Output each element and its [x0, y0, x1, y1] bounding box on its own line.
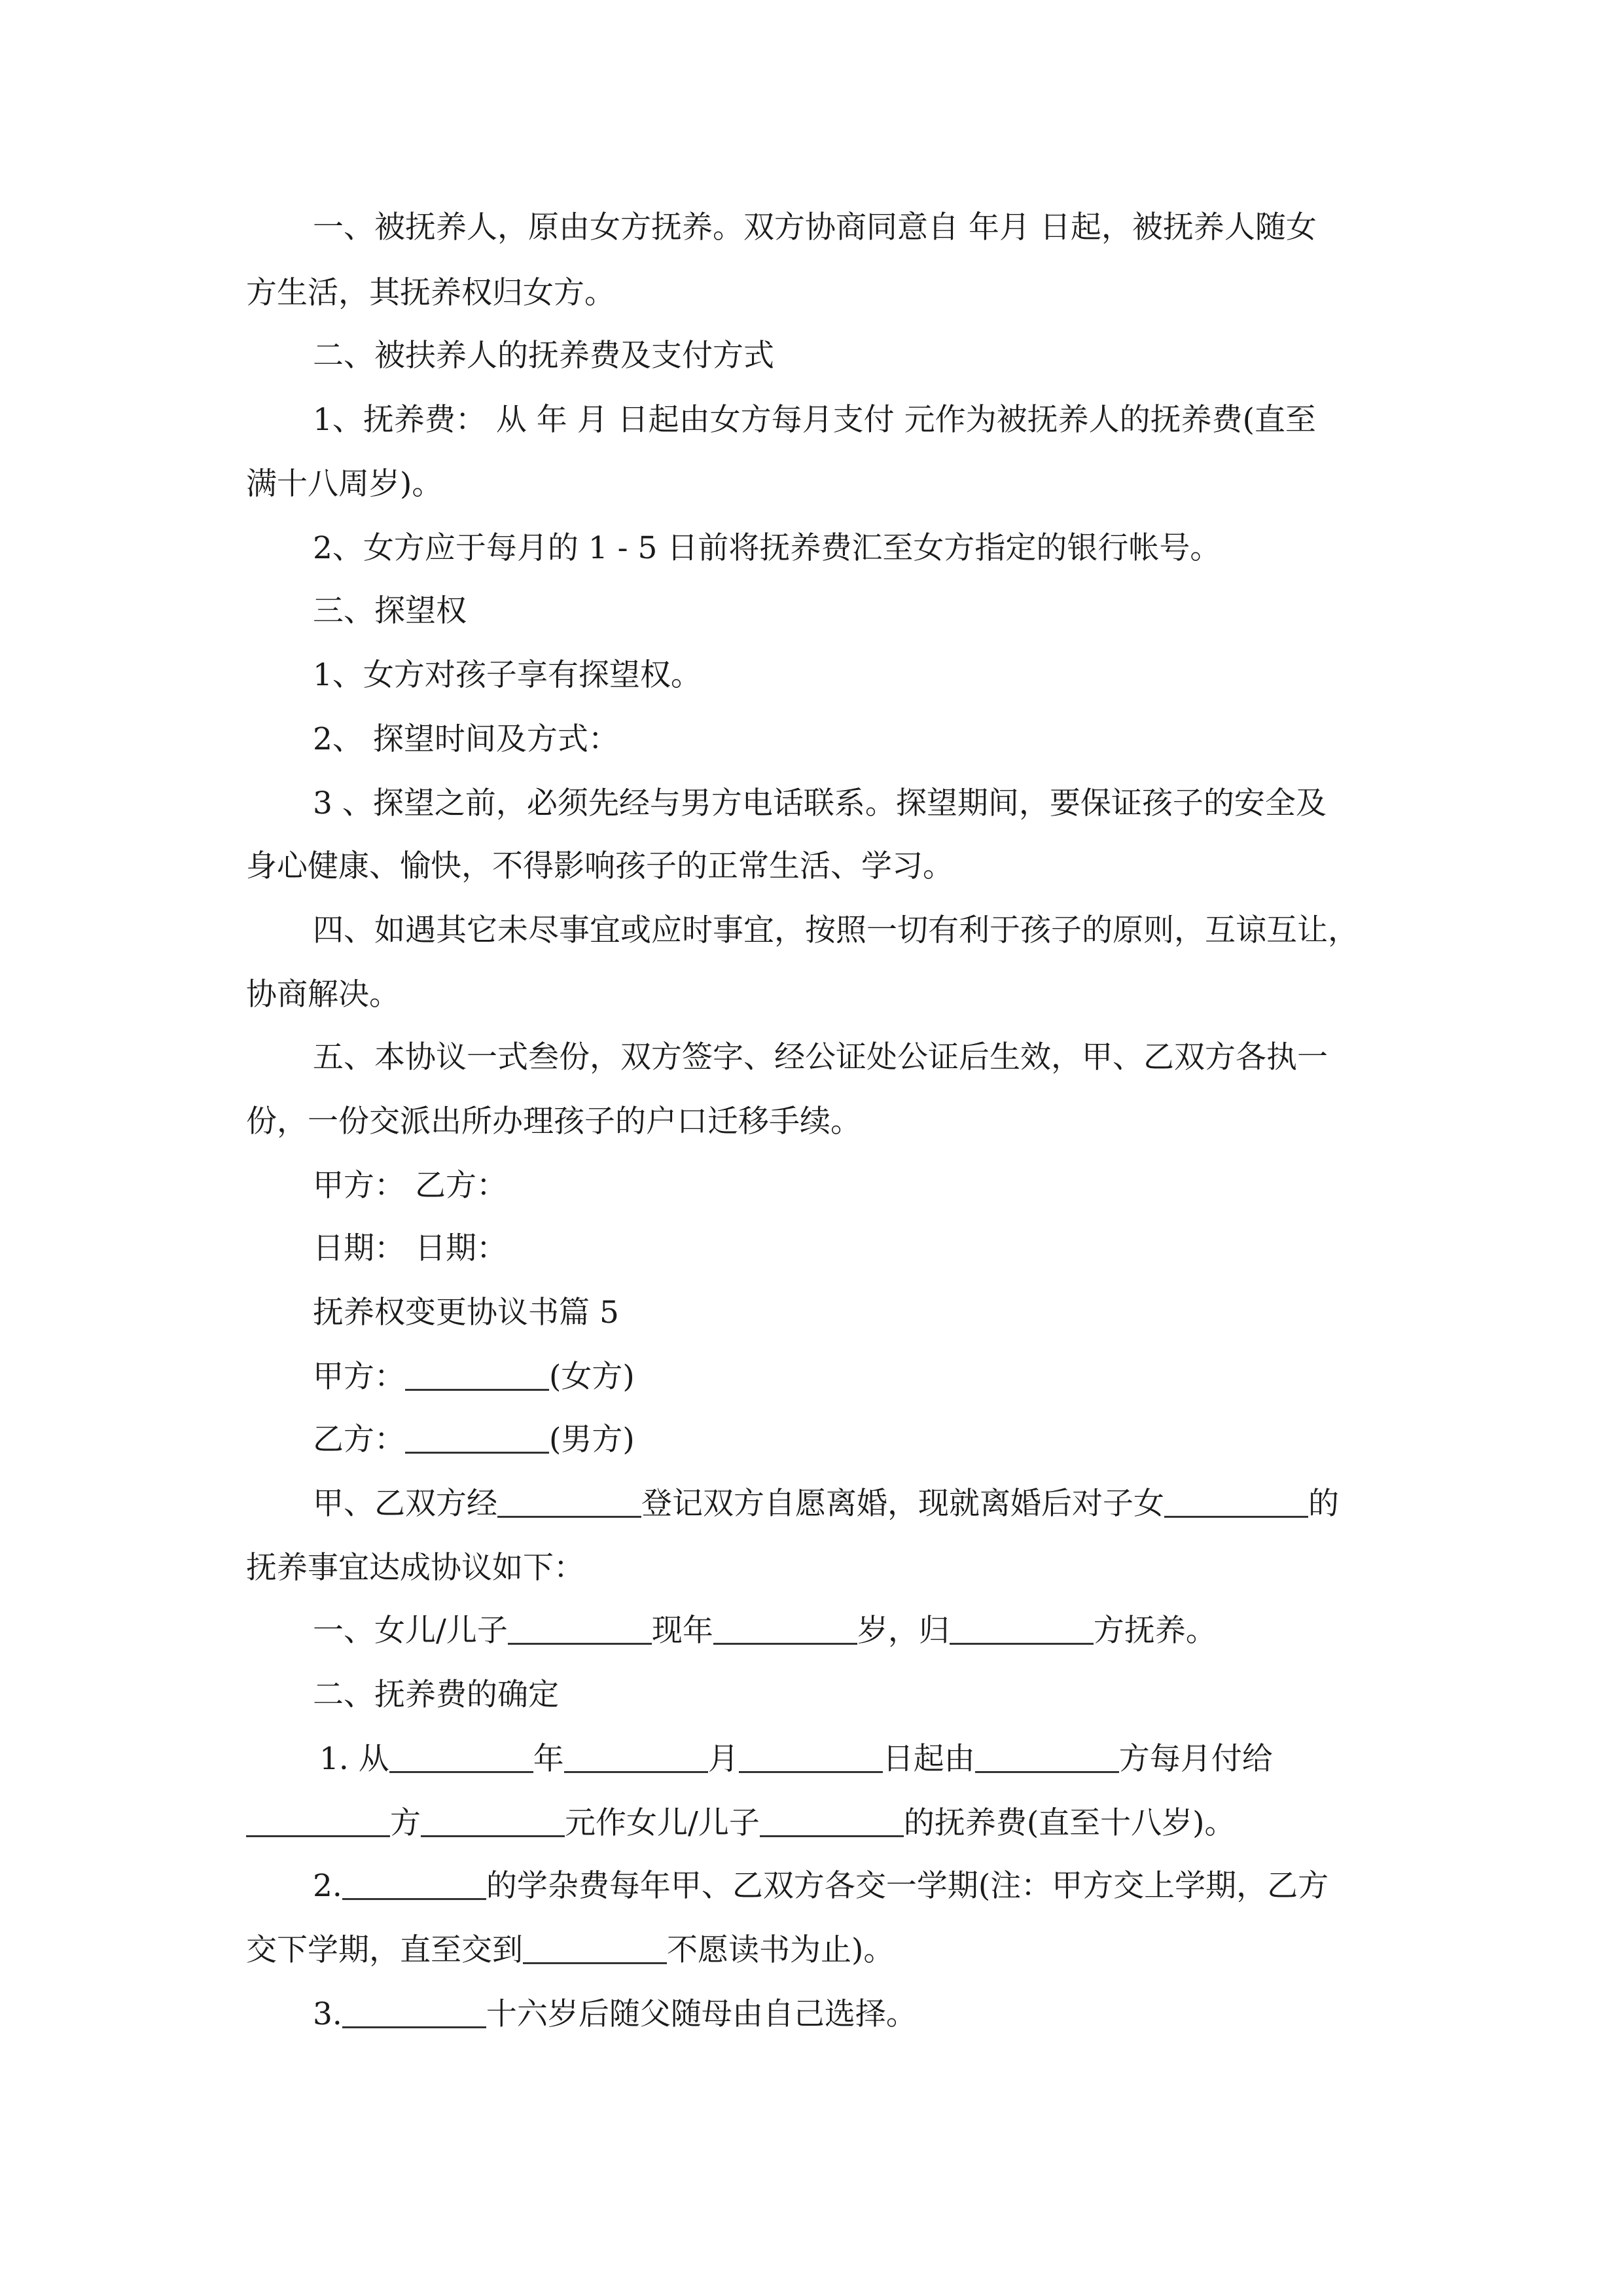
paragraph-line — [313, 1611, 1217, 1651]
text-span: 日起由 — [882, 1741, 975, 1777]
paragraph-line: 份，一份交派出所办理孩子的户口迁移手续。 — [246, 1103, 861, 1139]
paragraph-line: 抚养事宜达成协议如下： — [246, 1550, 584, 1586]
text-span: 的抚养费(直至十八岁)。 — [903, 1805, 1236, 1841]
blank-field — [523, 1936, 667, 1964]
blank-field — [246, 1809, 390, 1837]
text-span: 年 — [533, 1741, 564, 1777]
text-span: 方 — [390, 1805, 421, 1841]
text-span: 月 — [707, 1741, 739, 1777]
blank-field — [975, 1745, 1119, 1773]
blank-field — [342, 2000, 486, 2028]
section-heading: 二、被扶养人的抚养费及支付方式 — [313, 338, 774, 374]
party-b-role: (男方) — [549, 1422, 635, 1458]
text-span: 1. 从 — [319, 1741, 389, 1777]
paragraph-line: 1、女方对孩子享有探望权。 — [313, 657, 702, 693]
paragraph-line: 身心健康、愉快，不得影响孩子的正常生活、学习。 — [246, 848, 954, 884]
text-span: 元作女儿/儿子 — [565, 1805, 760, 1841]
section-heading: 三、探望权 — [313, 593, 467, 629]
date-line: 日期： 日期： — [313, 1230, 507, 1266]
document-title: 抚养权变更协议书篇 5 — [313, 1295, 619, 1331]
blank-field — [421, 1809, 565, 1837]
blank-field — [564, 1745, 708, 1773]
text-span: 甲、乙双方经 — [313, 1486, 497, 1522]
text-span: 不愿读书为止)。 — [667, 1932, 895, 1968]
paragraph-line: 1、抚养费： 从 年 月 日起由女方每月支付 元作为被抚养人的抚养费(直至 — [313, 402, 1316, 438]
blank-field — [389, 1745, 533, 1773]
blank-field — [342, 1872, 486, 1900]
party-a-blank — [405, 1363, 549, 1391]
paragraph-line: 一、被抚养人，原由女方抚养。双方协商同意自 年月 日起，被抚养人随女 — [313, 209, 1317, 245]
text-span: 方抚养。 — [1093, 1613, 1217, 1649]
blank-field — [739, 1745, 883, 1773]
paragraph-line: 2、 探望时间及方式： — [313, 721, 619, 757]
paragraph-line: 五、本协议一式叁份，双方签字、经公证处公证后生效，甲、乙双方各执一 — [313, 1039, 1328, 1075]
paragraph-line: 协商解决。 — [246, 977, 400, 1013]
signature-line: 甲方： 乙方： — [313, 1168, 507, 1204]
blank-field — [1164, 1490, 1308, 1518]
section-heading: 二、抚养费的确定 — [313, 1677, 559, 1713]
blank-field — [713, 1617, 857, 1645]
paragraph-line: 3 、探望之前，必须先经与男方电话联系。探望期间，要保证孩子的安全及 — [313, 785, 1327, 821]
paragraph-line — [313, 1995, 917, 2034]
text-span: 交下学期，直至交到 — [246, 1932, 523, 1968]
blank-field — [497, 1490, 641, 1518]
text-span: 的 — [1308, 1486, 1339, 1522]
text-span: 2. — [313, 1868, 342, 1904]
text-span: 现年 — [651, 1613, 713, 1649]
paragraph-line: 方生活，其抚养权归女方。 — [246, 275, 615, 311]
paragraph-line — [313, 1484, 1339, 1524]
paragraph-line: 满十八周岁)。 — [246, 466, 443, 502]
party-a-line — [313, 1357, 635, 1397]
paragraph-line: 四、如遇其它未尽事宜或应时事宜，按照一切有利于孩子的原则，互谅互让， — [313, 912, 1359, 948]
party-a-role: (女方) — [549, 1359, 635, 1395]
party-a-label: 甲方： — [313, 1359, 405, 1395]
party-b-label: 乙方： — [313, 1422, 405, 1458]
party-b-line — [313, 1420, 635, 1460]
paragraph-line: 2、女方应于每月的 1 - 5 日前将抚养费汇至女方指定的银行帐号。 — [313, 530, 1221, 566]
text-span: 3. — [313, 1996, 342, 2032]
text-span: 登记双方自愿离婚，现就离婚后对子女 — [641, 1486, 1164, 1522]
blank-field — [508, 1617, 652, 1645]
text-span: 方每月付给 — [1118, 1741, 1273, 1777]
paragraph-line — [246, 1804, 1236, 1843]
text-span: 十六岁后随父随母由自己选择。 — [486, 1996, 917, 2032]
blank-field — [950, 1617, 1094, 1645]
paragraph-line — [319, 1740, 1273, 1779]
text-span: 岁，归 — [857, 1613, 950, 1649]
party-b-blank — [405, 1426, 549, 1454]
paragraph-line — [246, 1931, 894, 1970]
blank-field — [760, 1809, 904, 1837]
text-span: 的学杂费每年甲、乙双方各交一学期(注：甲方交上学期，乙方 — [486, 1868, 1329, 1904]
paragraph-line — [313, 1867, 1329, 1906]
text-span: 一、女儿/儿子 — [313, 1613, 508, 1649]
